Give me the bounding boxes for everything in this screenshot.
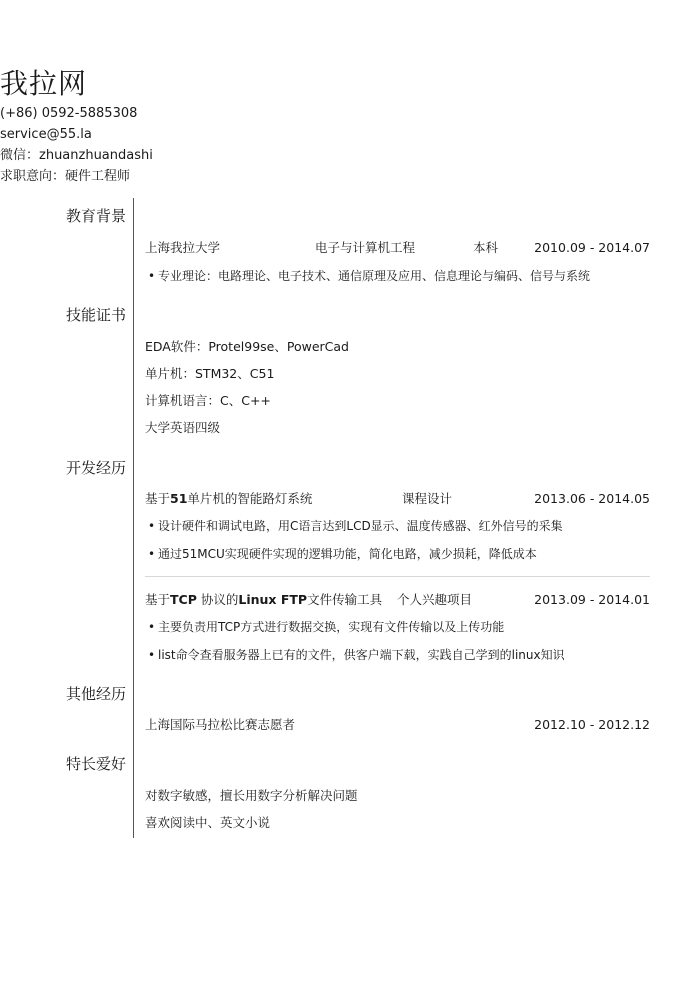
candidate-name: 我拉网 xyxy=(0,67,88,100)
skill-item: 大学英语四级 xyxy=(145,420,221,435)
section-title-other: 其他经历 xyxy=(66,685,127,703)
section-title-projects: 开发经历 xyxy=(66,459,127,477)
hobby-item: 对数字敏感，擅长用数字分析解决问题 xyxy=(145,788,358,803)
project-name: 基于51单片机的智能路灯系统 xyxy=(145,491,313,506)
project-bullet: • 主要负责用TCP方式进行数据交换，实现有文件传输以及上传功能 xyxy=(148,620,505,634)
bullet-icon: • xyxy=(148,620,156,634)
education-date: 2010.09 - 2014.07 xyxy=(534,240,650,255)
school-name: 上海我拉大学 xyxy=(145,240,221,255)
bullet-icon: • xyxy=(148,519,156,533)
skill-item: 计算机语言：C、C++ xyxy=(145,393,271,408)
project-type: 课程设计 xyxy=(402,491,453,506)
project-date: 2013.06 - 2014.05 xyxy=(534,491,650,506)
project-bullet: • 通过51MCU实现硬件实现的逻辑功能，简化电路，减少损耗，降低成本 xyxy=(148,547,537,561)
bullet-icon: • xyxy=(148,547,156,561)
section-title-education: 教育背景 xyxy=(66,207,127,225)
major-name: 电子与计算机工程 xyxy=(315,240,416,255)
other-row xyxy=(145,715,650,735)
other-item: 上海国际马拉松比赛志愿者 xyxy=(145,717,296,732)
project-date: 2013.09 - 2014.01 xyxy=(534,592,650,607)
vertical-divider xyxy=(133,198,134,838)
email-address: service@55.la xyxy=(0,127,92,142)
skill-item: EDA软件：Protel99se、PowerCad xyxy=(145,339,349,354)
hobby-item: 喜欢阅读中、英文小说 xyxy=(145,815,271,830)
other-date: 2012.10 - 2012.12 xyxy=(534,717,650,732)
wechat-id: 微信：zhuanzhuandashi xyxy=(0,148,153,163)
job-objective: 求职意向：硬件工程师 xyxy=(0,169,131,184)
project-bullet: • 设计硬件和调试电路，用C语言达到LCD显示、温度传感器、红外信号的采集 xyxy=(148,519,563,533)
bullet-icon: • xyxy=(148,648,156,662)
degree: 本科 xyxy=(473,240,499,255)
project-row xyxy=(145,590,650,610)
project-bullet: • list命令查看服务器上已有的文件，供客户端下载，实践自己学到的linux知识 xyxy=(148,648,565,662)
section-title-skills: 技能证书 xyxy=(66,306,127,324)
skill-item: 单片机：STM32、C51 xyxy=(145,366,275,381)
project-separator xyxy=(145,576,650,577)
section-title-hobbies: 特长爱好 xyxy=(66,755,127,773)
project-row xyxy=(145,489,650,509)
bullet-icon: • xyxy=(148,269,156,283)
phone-number: (+86) 0592-5885308 xyxy=(0,106,138,121)
education-bullet: • 专业理论：电路理论、电子技术、通信原理及应用、信息理论与编码、信号与系统 xyxy=(148,269,591,283)
project-name: 基于TCP 协议的Linux FTP文件传输工具 xyxy=(145,592,383,607)
project-type: 个人兴趣项目 xyxy=(397,592,473,607)
education-row xyxy=(145,238,650,258)
